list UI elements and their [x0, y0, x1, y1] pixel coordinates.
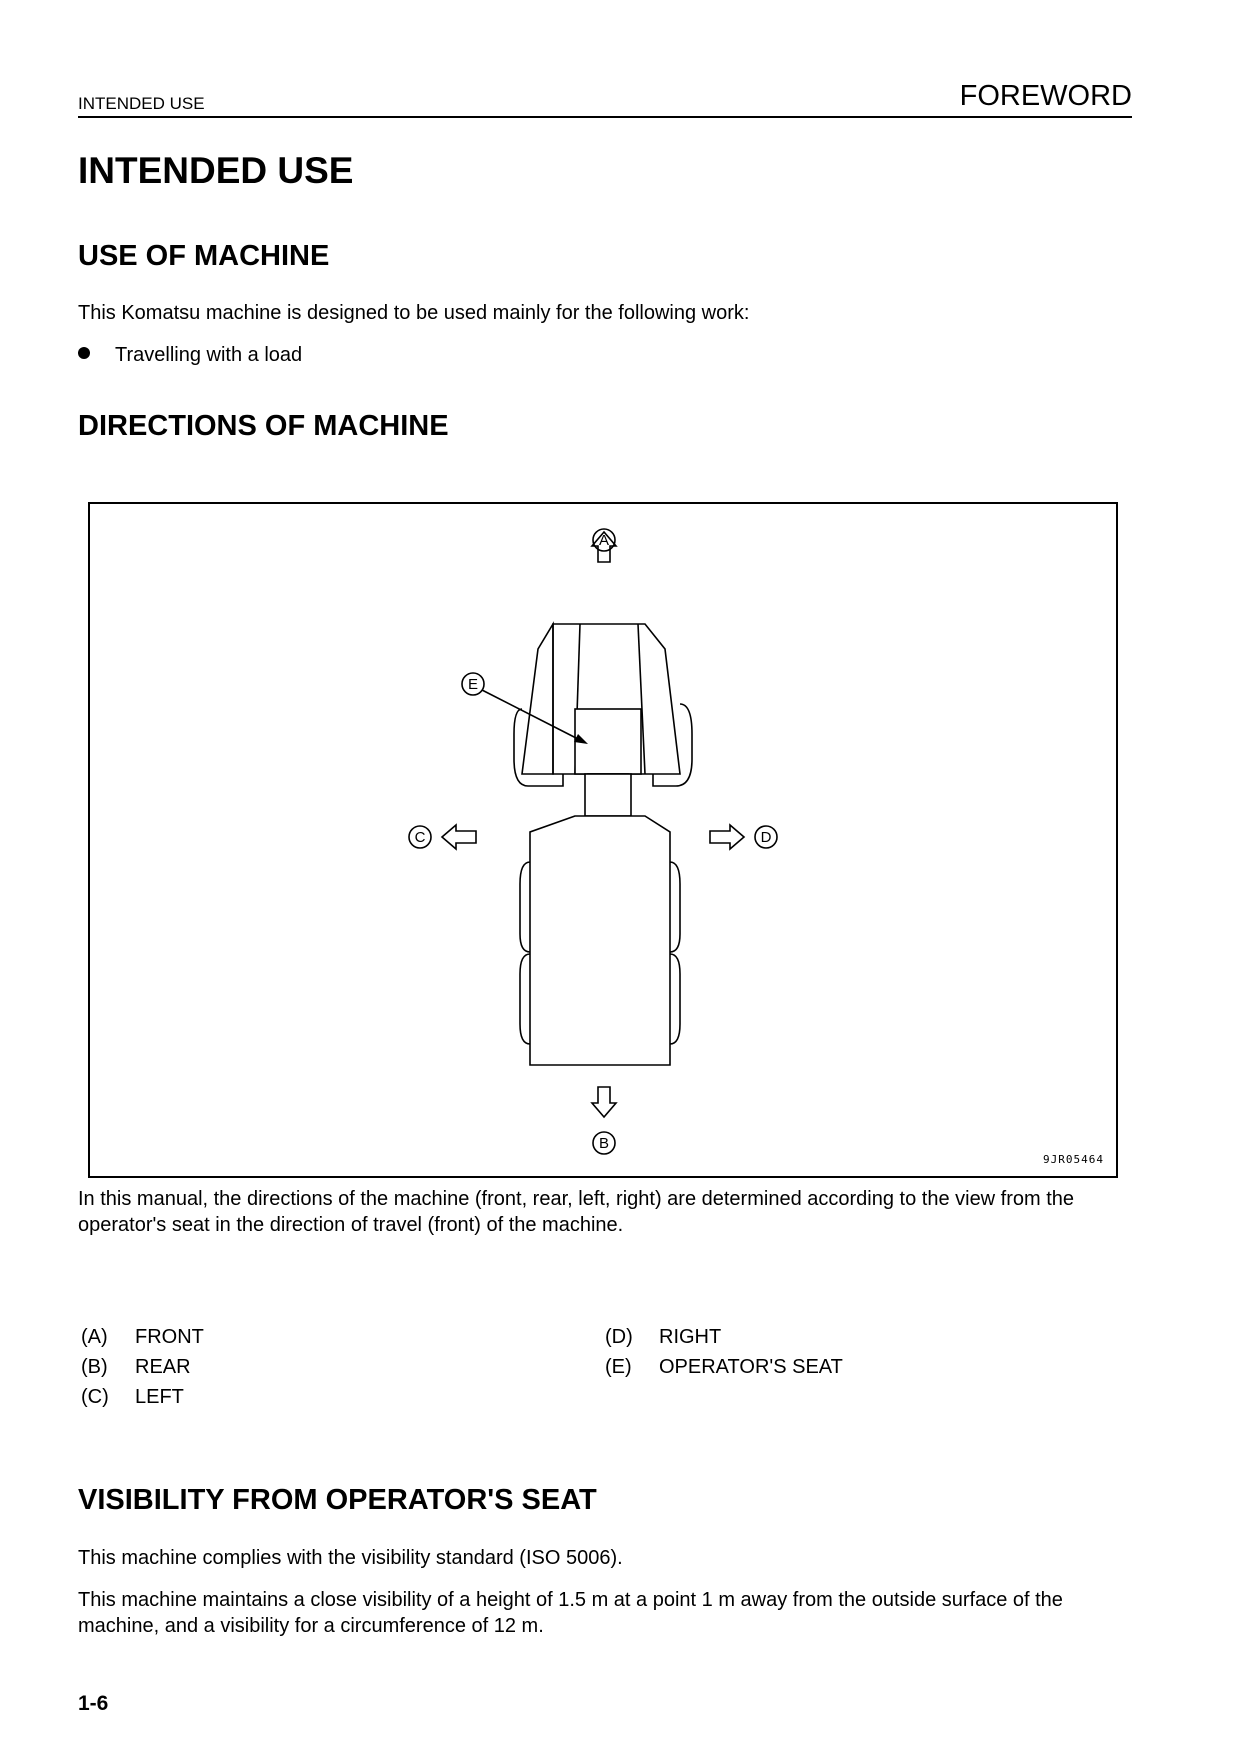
legend-item-a — [81, 1326, 204, 1349]
bullet-icon — [78, 347, 90, 359]
visibility-para-2: This machine maintains a close visibility of a height of 1.5 m at a point 1 m away from the outside surface of the machine, and a visibility for a circumference of 12 m. — [78, 1589, 1063, 1637]
legend-item-b — [81, 1356, 191, 1379]
marker-b: B — [598, 1135, 610, 1152]
page-number: 1-6 — [78, 1692, 109, 1715]
legend-label: LEFT — [135, 1386, 184, 1408]
page-title: INTENDED USE — [78, 150, 354, 191]
marker-d: D — [760, 829, 772, 846]
legend-label: REAR — [135, 1356, 191, 1378]
marker-a: A — [598, 532, 610, 549]
legend-label: RIGHT — [659, 1326, 722, 1348]
marker-e: E — [467, 676, 479, 693]
right-arrow-icon — [710, 825, 744, 849]
left-arrow-icon — [442, 825, 476, 849]
rear-right-tire-2 — [670, 954, 680, 1044]
bullet-item: Travelling with a load — [115, 344, 303, 366]
legend-label: FRONT — [135, 1326, 204, 1348]
legend-label: OPERATOR'S SEAT — [659, 1356, 843, 1378]
use-of-machine-heading: USE OF MACHINE — [78, 240, 330, 272]
front-frame-left — [522, 624, 553, 774]
rear-left-tire-2 — [520, 954, 530, 1044]
rear-arrow-icon — [592, 1087, 616, 1117]
figure-id: 9JR05464 — [1043, 1153, 1104, 1166]
legend-key: (B) — [81, 1356, 108, 1378]
marker-c: C — [414, 829, 426, 846]
directions-heading: DIRECTIONS OF MACHINE — [78, 410, 449, 442]
header-rule — [78, 116, 1132, 118]
legend-item-e — [605, 1356, 843, 1379]
machine-directions-figure — [88, 502, 1118, 1178]
legend-item-c — [81, 1386, 184, 1409]
visibility-para-1: This machine complies with the visibility standard (ISO 5006). — [78, 1547, 623, 1569]
rear-right-tire-1 — [670, 862, 680, 952]
use-of-machine-intro: This Komatsu machine is designed to be used mainly for the following work: — [78, 302, 750, 324]
running-header-chapter: FOREWORD — [959, 80, 1132, 112]
running-header-section: INTENDED USE — [78, 94, 205, 113]
rear-frame — [530, 816, 670, 1065]
legend-key: (D) — [605, 1326, 633, 1348]
legend-item-d — [605, 1326, 721, 1349]
directions-caption: In this manual, the directions of the machine (front, rear, left, right) are determined according to the view from the operator's seat in the direction of travel (front) of the machine. — [78, 1188, 1075, 1236]
legend-key: (E) — [605, 1356, 632, 1378]
legend-key: (C) — [81, 1386, 109, 1408]
articulation-joint — [585, 774, 631, 816]
rear-left-tire-1 — [520, 862, 530, 952]
visibility-heading: VISIBILITY FROM OPERATOR'S SEAT — [78, 1484, 597, 1516]
legend-key: (A) — [81, 1326, 108, 1348]
machine-diagram — [90, 504, 1116, 1176]
